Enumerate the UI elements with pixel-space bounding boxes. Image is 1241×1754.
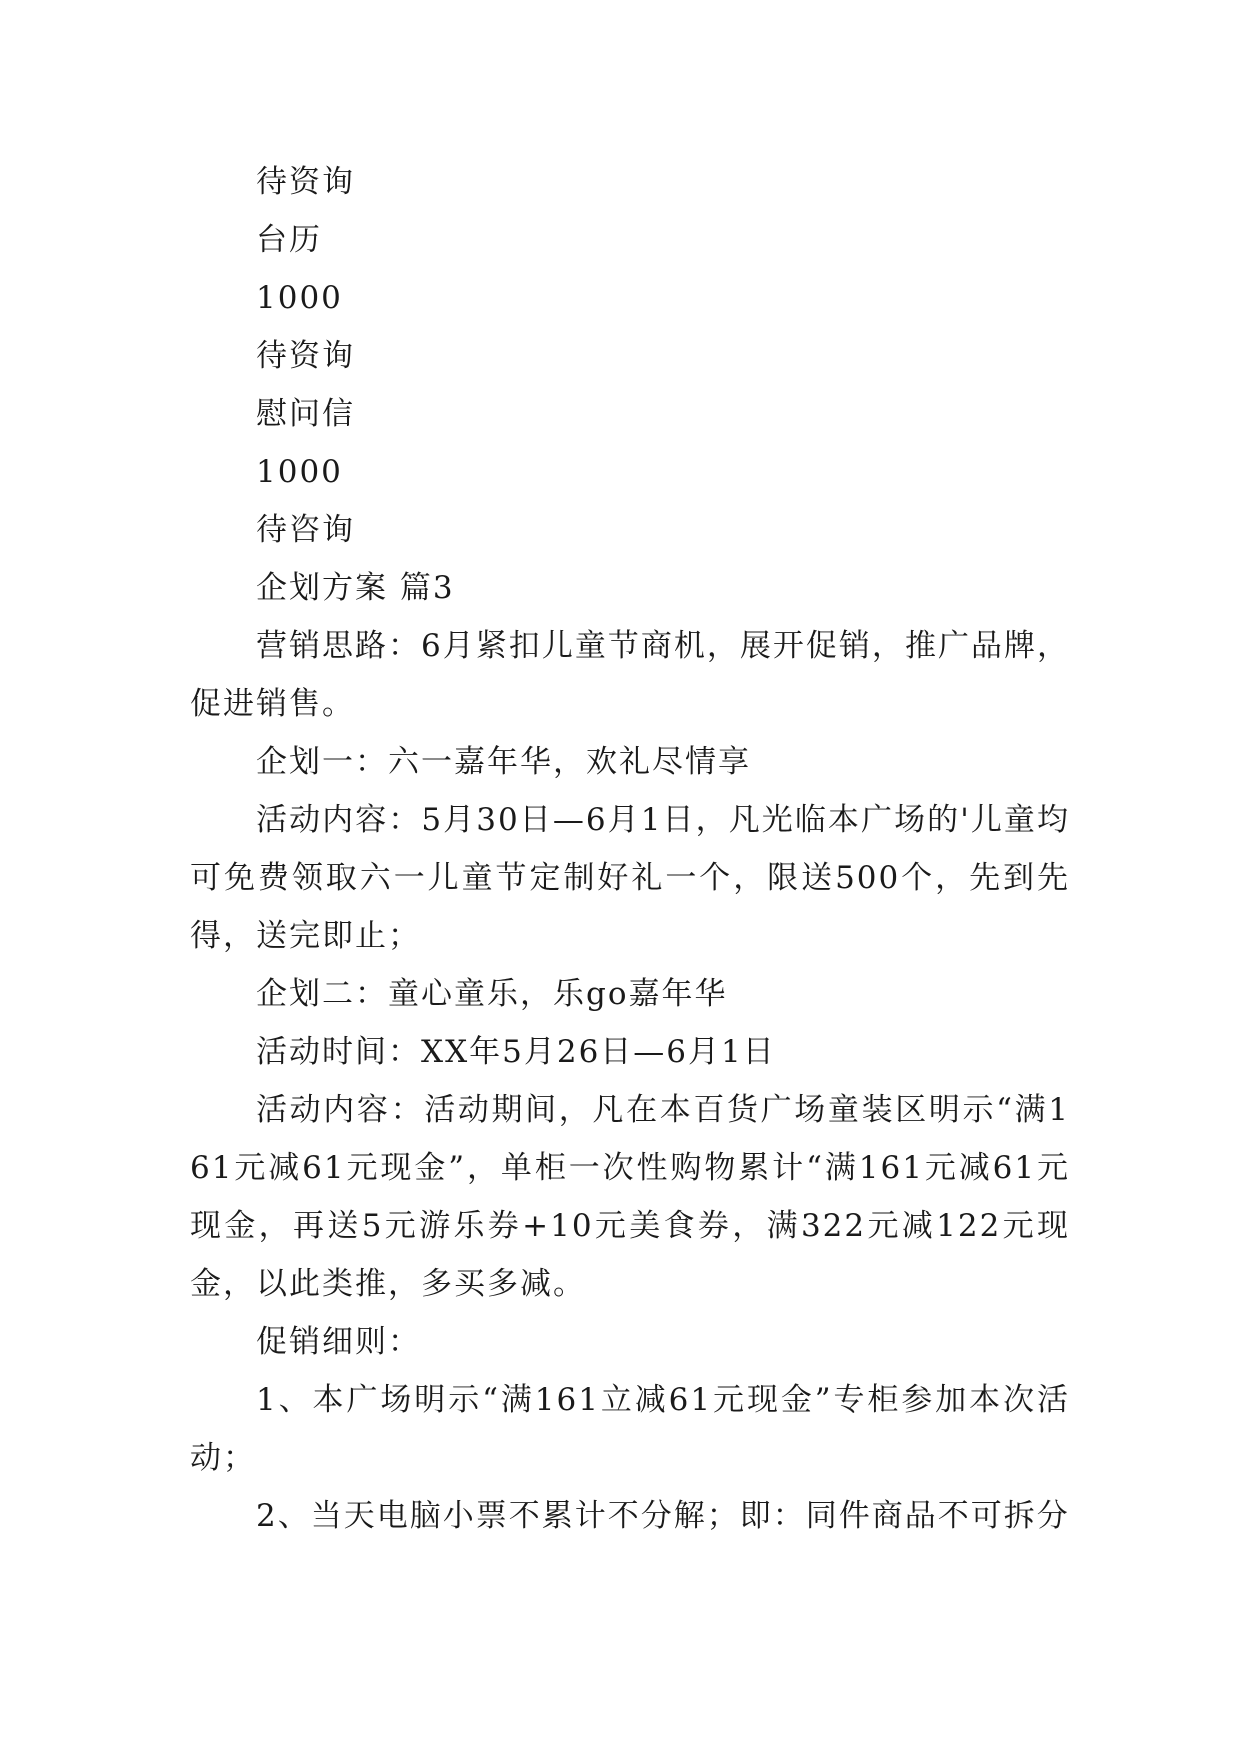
rule-item: 2、当天电脑小票不累计不分解；即：同件商品不可拆分	[256, 1498, 1070, 1534]
body-paragraph: 活动内容：5月30日—6月1日，凡光临本广场的'儿童均可免费领取六一儿童节定制好礼一个，限送500个，先到先得，送完即止；	[190, 802, 1070, 954]
text-line: 待资询	[256, 164, 355, 200]
body-paragraph: 活动内容：活动期间，凡在本百货广场童装区明示“满161元减61元现金”，单柜一次性购物累计“满161元减61元现金，再送5元游乐券+10元美食券，满322元减122元现金，以此类推，多买多减。	[190, 1092, 1070, 1302]
rule-item: 1、本广场明示“满161立减61元现金”专柜参加本次活动；	[190, 1382, 1070, 1476]
plan-heading: 企划一：六一嘉年华，欢礼尽情享	[256, 744, 751, 780]
text-line: 慰问信	[256, 396, 355, 432]
body-paragraph: 营销思路：6月紧扣儿童节商机，展开促销，推广品牌，促进销售。	[190, 628, 1070, 722]
text-line: 台历	[256, 222, 322, 258]
body-paragraph: 活动时间：XX年5月26日—6月1日	[256, 1034, 776, 1070]
body-paragraph: 促销细则：	[256, 1324, 421, 1360]
text-line: 待资询	[256, 338, 355, 374]
text-line: 1000	[256, 280, 343, 316]
text-line: 1000	[256, 454, 343, 490]
plan-heading: 企划二：童心童乐，乐go嘉年华	[256, 976, 728, 1012]
section-heading: 企划方案 篇3	[256, 570, 455, 606]
document-body	[190, 153, 1070, 1545]
text-line: 待咨询	[256, 512, 355, 548]
